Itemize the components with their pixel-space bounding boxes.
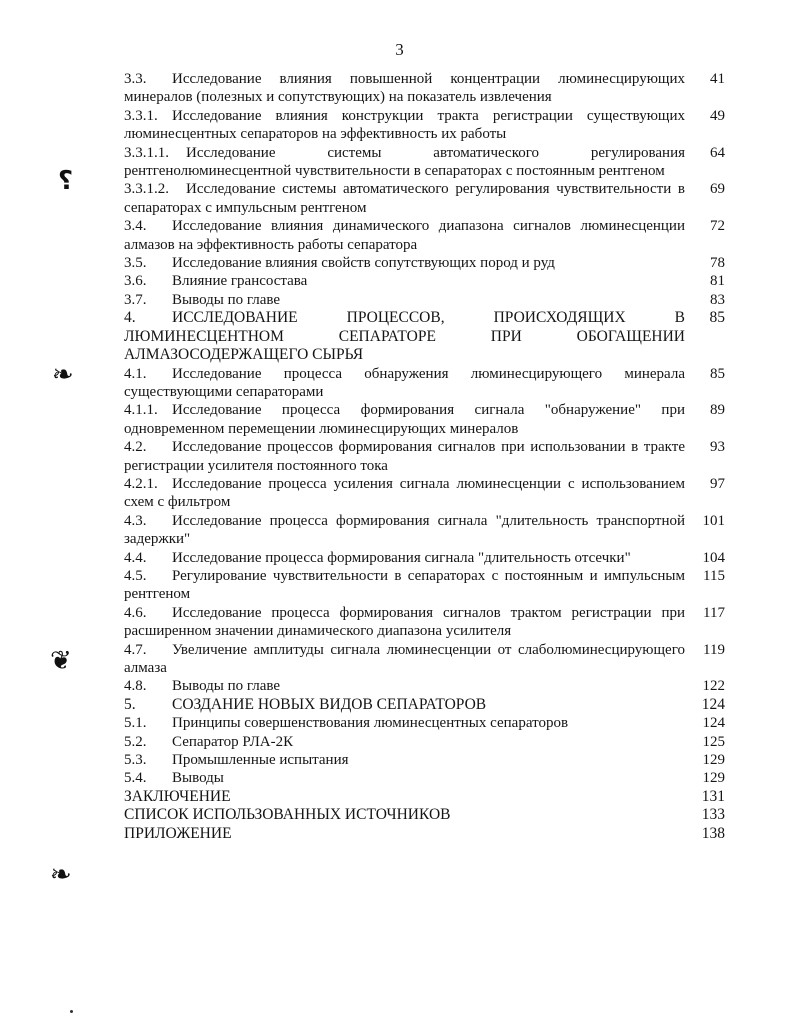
- scan-mark: ❧: [50, 860, 72, 890]
- toc-entry-4-8: [124, 677, 725, 695]
- toc-entry-number: 4.6.: [124, 604, 147, 621]
- toc-entry-4-1-1: [124, 401, 725, 438]
- toc-entry-number: 4.1.1.: [124, 402, 158, 419]
- toc-references: [124, 806, 725, 824]
- toc-entry-title: Сепаратор РЛА-2К: [172, 733, 294, 750]
- toc-entry-title: Исследование системы автоматического регулирования рентгенолюминесцентной чувствительности в сепараторах с постоянным рентгеном: [124, 144, 685, 180]
- toc-entry-number: 3.6.: [124, 273, 147, 290]
- toc-entry-5-2: [124, 733, 725, 751]
- toc-entry-number: 5.2.: [124, 733, 147, 750]
- toc-entry-title: Исследование влияния конструкции тракта регистрации существующих люминесцентных сепараторов на эффективность их работы: [124, 107, 685, 143]
- toc-entry-title: Исследование процессов формирования сигналов при использовании в тракте регистрации усилителя постоянного тока: [124, 439, 685, 474]
- toc-entry-title: Исследование процесса формирования сигнала "длительность отсечки": [172, 549, 631, 566]
- toc-entry-4-6: [124, 604, 725, 641]
- toc-entry-title: Увеличение амплитуды сигнала люминесценции от слаболюминесцирующего алмаза: [124, 641, 685, 676]
- toc-entry-page: 131: [701, 787, 725, 805]
- toc-entry-page: 119: [703, 641, 725, 658]
- toc-entry-title: Выводы: [172, 770, 224, 787]
- toc-entry-page: 69: [710, 181, 725, 198]
- toc-entry-page: 125: [702, 733, 725, 750]
- toc-entry-number: 5.3.: [124, 752, 147, 769]
- toc-entry-title: Исследование процесса формирования сигналов трактом регистрации при расширенном значении динамического диапазона усилителя: [124, 604, 685, 640]
- page-number: 3: [395, 40, 404, 59]
- toc-entry-number: 5.1.: [124, 715, 147, 732]
- toc-entry-number: 4.2.: [124, 439, 147, 456]
- toc-entry-page: 129: [702, 752, 725, 769]
- toc-entry-page: 72: [710, 218, 725, 235]
- toc-entry-number: 4.3.: [124, 512, 147, 529]
- toc-entry-page: 83: [710, 291, 725, 308]
- toc-entry-page: 115: [703, 567, 725, 584]
- toc-entry-3-3-1: [124, 107, 725, 144]
- toc-entry-page: 78: [710, 255, 725, 272]
- toc-entry-number: 4.4.: [124, 549, 147, 566]
- toc-entry-title: Исследование влияния свойств сопутствующих пород и руд: [172, 255, 555, 272]
- toc-entry-page: 104: [702, 549, 725, 566]
- toc-chapter-4: [124, 309, 725, 364]
- toc-entry-5-4: [124, 769, 725, 787]
- toc-chapter-5: [124, 696, 725, 714]
- toc-entry-title: Исследование влияния повышенной концентрации люминесцирующих минералов (полезных и сопутствующих) на показатель извлечения: [124, 71, 685, 106]
- toc-entry-page: 85: [709, 309, 725, 327]
- table-of-contents: [124, 70, 725, 843]
- toc-entry-number: 3.3.1.1.: [124, 144, 169, 161]
- toc-entry-title: ЗАКЛЮЧЕНИЕ: [124, 787, 231, 805]
- toc-entry-number: 3.5.: [124, 255, 147, 272]
- toc-entry-3-3-1-2: [124, 180, 725, 217]
- toc-entry-title: ИССЛЕДОВАНИЕ ПРОЦЕССОВ, ПРОИСХОДЯЩИХ В ЛЮМИНЕСЦЕНТНОМ СЕПАРАТОРЕ ПРИ ОБОГАЩЕНИИ АЛМАЗОСОДЕРЖАЩЕГО СЫРЬЯ: [124, 309, 685, 364]
- toc-entry-number: 3.3.1.2.: [124, 181, 169, 198]
- toc-entry-page: 41: [710, 71, 725, 87]
- toc-entry-number: 5.: [124, 695, 136, 713]
- scan-mark: ❧: [52, 360, 74, 390]
- toc-entry-number: 3.4.: [124, 218, 147, 235]
- toc-appendix: [124, 825, 725, 843]
- toc-entry-number: 3.3.: [124, 71, 147, 87]
- toc-entry-4-3: [124, 512, 725, 549]
- toc-entry-3-3-1-1: [124, 144, 725, 181]
- toc-entry-title: Выводы по главе: [172, 678, 281, 695]
- toc-entry-page: 117: [703, 604, 725, 621]
- toc-entry-page: 101: [702, 512, 725, 529]
- toc-entry-title: СПИСОК ИСПОЛЬЗОВАННЫХ ИСТОЧНИКОВ: [124, 806, 451, 824]
- toc-entry-page: 133: [701, 806, 725, 824]
- toc-entry-title: Исследование процесса обнаружения люминесцирующего минерала существующими сепараторами: [124, 365, 685, 400]
- toc-entry-4-2: [124, 438, 725, 475]
- toc-entry-page: 81: [710, 273, 725, 290]
- toc-conclusion: [124, 788, 725, 806]
- toc-entry-title: Исследование влияния динамического диапазона сигналов люминесценции алмазов на эффективность работы сепаратора: [124, 218, 685, 253]
- toc-entry-3-4: [124, 217, 725, 254]
- toc-entry-page: 124: [702, 715, 725, 732]
- toc-entry-title: Исследование процесса формирования сигнала "длительность транспортной задержки": [124, 512, 685, 548]
- toc-entry-title: Промышленные испытания: [172, 752, 349, 769]
- toc-entry-title: СОЗДАНИЕ НОВЫХ ВИДОВ СЕПАРАТОРОВ: [172, 695, 487, 713]
- toc-entry-title: Исследование процесса формирования сигнала "обнаружение" при одновременном перемещении люминесцирующих минералов: [124, 402, 685, 437]
- toc-entry-4-2-1: [124, 475, 725, 512]
- scan-mark: ❦: [50, 646, 72, 676]
- toc-entry-number: 4.5.: [124, 567, 147, 584]
- toc-entry-3-3: [124, 70, 725, 107]
- toc-entry-3-5: [124, 254, 725, 272]
- toc-entry-page: 49: [710, 107, 725, 124]
- scan-mark: ⸮: [58, 166, 74, 196]
- toc-entry-4-1: [124, 365, 725, 402]
- toc-entry-page: 89: [710, 402, 725, 419]
- toc-entry-page: 93: [710, 439, 725, 456]
- toc-entry-page: 64: [710, 144, 725, 161]
- toc-entry-title: Влияние грансостава: [172, 273, 308, 290]
- toc-entry-title: Выводы по главе: [172, 291, 281, 308]
- toc-entry-number: 4.2.1.: [124, 475, 158, 492]
- toc-entry-number: 3.3.1.: [124, 107, 158, 124]
- toc-entry-page: 124: [701, 695, 725, 713]
- toc-entry-page: 129: [702, 770, 725, 787]
- toc-entry-number: 5.4.: [124, 770, 147, 787]
- toc-entry-number: 4.8.: [124, 678, 147, 695]
- toc-entry-3-6: [124, 272, 725, 290]
- toc-entry-4-7: [124, 641, 725, 678]
- toc-entry-number: 4.1.: [124, 365, 147, 382]
- toc-entry-page: 85: [710, 365, 725, 382]
- toc-entry-3-7: [124, 291, 725, 309]
- toc-entry-title: Исследование процесса усиления сигнала люминесценции с использованием схем с фильтром: [124, 475, 685, 511]
- toc-entry-4-5: [124, 567, 725, 604]
- toc-entry-5-3: [124, 751, 725, 769]
- toc-entry-5-1: [124, 714, 725, 732]
- toc-entry-number: 4.: [124, 309, 136, 327]
- scan-speck: [70, 1010, 73, 1013]
- toc-entry-title: Регулирование чувствительности в сепараторах с постоянным и импульсным рентгеном: [124, 567, 685, 603]
- toc-entry-number: 4.7.: [124, 641, 147, 658]
- toc-entry-title: ПРИЛОЖЕНИЕ: [124, 824, 232, 842]
- toc-entry-title: Принципы совершенствования люминесцентных сепараторов: [172, 715, 569, 732]
- toc-entry-number: 3.7.: [124, 291, 147, 308]
- toc-entry-page: 138: [701, 824, 725, 842]
- toc-entry-page: 122: [702, 678, 725, 695]
- toc-entry-4-4: [124, 549, 725, 567]
- toc-entry-page: 97: [710, 475, 725, 492]
- toc-entry-title: Исследование системы автоматического регулирования чувствительности в сепараторах с импульсным рентгеном: [124, 181, 685, 216]
